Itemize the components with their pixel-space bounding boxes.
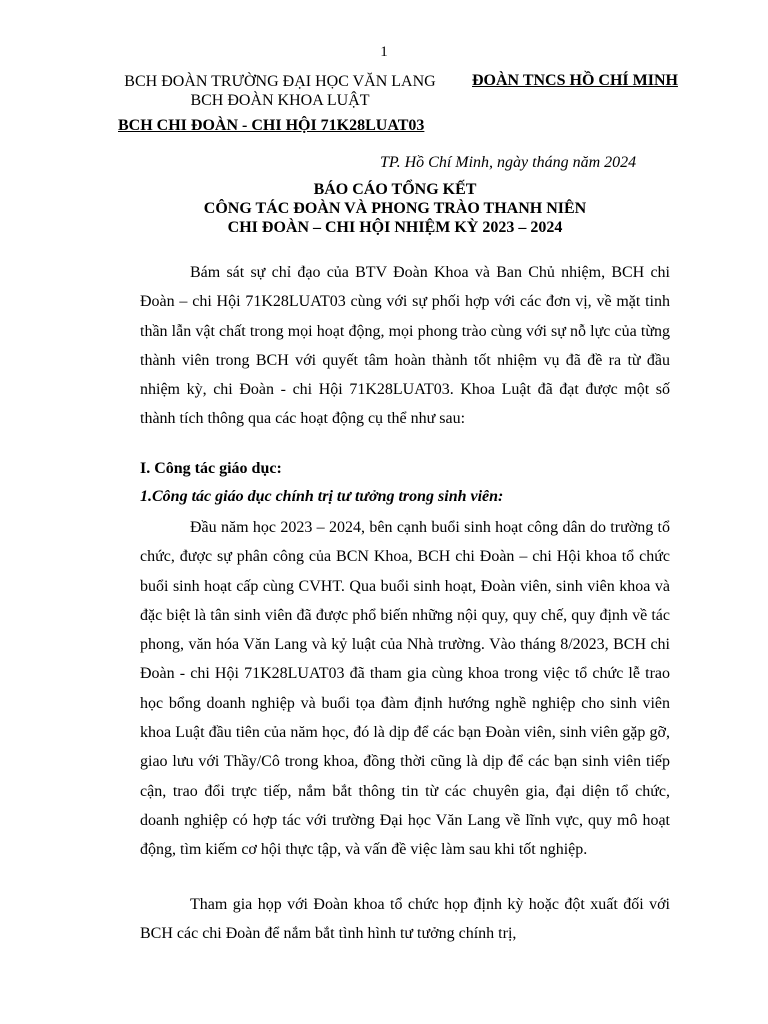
paragraph-2-block — [140, 890, 670, 949]
title-line-3: CHI ĐOÀN – CHI HỘI NHIỆM KỲ 2023 – 2024 — [227, 219, 563, 236]
header-university-line: BCH ĐOÀN TRƯỜNG ĐẠI HỌC VĂN LANG — [124, 73, 436, 90]
title-line-2: CÔNG TÁC ĐOÀN VÀ PHONG TRÀO THANH NIÊN — [203, 200, 587, 217]
title-line-1: BÁO CÁO TỔNG KẾT — [313, 181, 477, 198]
intro-paragraph: Bám sát sự chỉ đạo của BTV Đoàn Khoa và Ban Chủ nhiệm, BCH chi Đoàn – chi Hội 71K28LUAT03 cùng với sự phối hợp với các đơn vị, về mặt tinh thần lẫn vật chất trong mọi hoạt động, mọi phong trào cùng với sự nỗ lực của từng thành viên trong BCH với quyết tâm hoàn thành tốt nhiệm vụ đã đề ra từ đầu nhiệm kỳ, chi Đoàn - chi Hội 71K28LUAT03. Khoa Luật đã đạt được một số thành tích thông qua các hoạt động cụ thể như sau: — [140, 264, 670, 428]
intro-block — [140, 258, 670, 434]
section-heading: I. Công tác giáo dục: — [140, 460, 282, 477]
date-line: TP. Hồ Chí Minh, ngày tháng năm 2024 — [380, 154, 637, 171]
paragraph-1: Đầu năm học 2023 – 2024, bên cạnh buổi sinh hoạt công dân do trường tổ chức, được sự phân công của BCN Khoa, BCH chi Đoàn – chi Hội khoa tổ chức buổi sinh hoạt cấp cùng CVHT. Qua buổi sinh hoạt, Đoàn viên, sinh viên khoa và đặc biệt là tân sinh viên đã được phổ biến những nội quy, quy chế, quy định về tác phong, văn hóa Văn Lang và kỷ luật của Nhà trường. Vào tháng 8/2023, BCH chi Đoàn - chi Hội 71K28LUAT03 đã tham gia cùng khoa trong việc tổ chức lễ trao học bổng doanh nghiệp và buổi tọa đàm định hướng nghề nghiệp cho sinh viên khoa Luật đầu tiên của năm học, đó là dịp để các bạn Đoàn viên, sinh viên gặp gỡ, giao lưu với Thầy/Cô trong khoa, đồng thời cũng là dịp để các bạn sinh viên tiếp cận, trao đổi trực tiếp, nắm bắt thông tin từ các chuyên gia, đại diện tổ chức, doanh nghiệp có hợp tác với trường Đại học Văn Lang về lĩnh vực, quy mô hoạt động, tìm kiếm cơ hội thực tập, và vấn đề việc làm sau khi tốt nghiệp. — [140, 519, 670, 859]
header-branch-line: BCH CHI ĐOÀN - CHI HỘI 71K28LUAT03 — [118, 117, 425, 134]
paragraph-1-block — [140, 513, 670, 865]
header-organization: ĐOÀN TNCS HỒ CHÍ MINH — [472, 72, 678, 89]
header-left-block — [110, 72, 450, 135]
header-faculty-line: BCH ĐOÀN KHOA LUẬT — [190, 92, 370, 109]
paragraph-2: Tham gia họp với Đoàn khoa tổ chức họp định kỳ hoặc đột xuất đối với BCH các chi Đoàn để nắm bắt tình hình tư tưởng chính trị, — [140, 896, 670, 943]
subsection-heading: 1.Công tác giáo dục chính trị tư tưởng trong sinh viên: — [140, 488, 504, 505]
report-title — [0, 180, 768, 237]
page-number: 1 — [380, 44, 388, 60]
